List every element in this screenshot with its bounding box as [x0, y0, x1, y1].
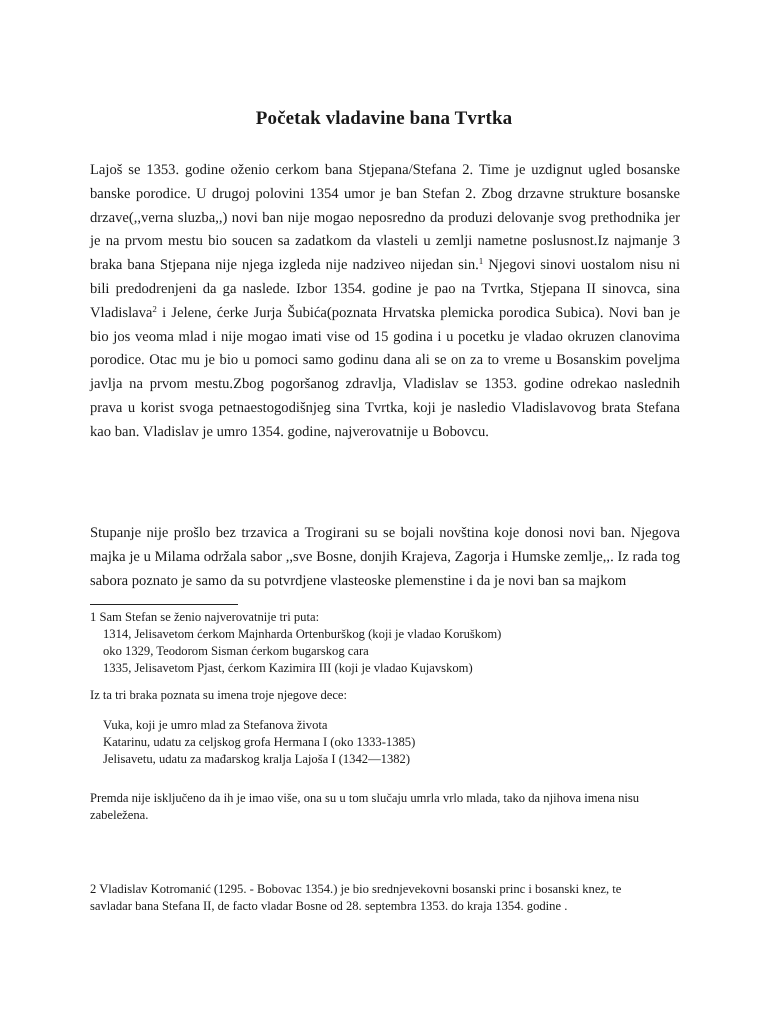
footnote-1-marriage: 1335, Jelisavetom Pjast, ćerkom Kazimira III (koji je vladao Kujavskom): [103, 661, 473, 675]
footnote-1-child: Jelisavetu, udatu za mađarskog kralja Lajoša I (1342—1382): [103, 752, 411, 766]
paragraph-1-text-b: Njegovi sinovi uostalom nisu ni bili predodrenjeni da ga naslede. Izbor 1354. godine je pao na Tvrtka, Stjepana II sinovca, sina Vladislava: [90, 257, 681, 321]
footnote-1-child: Katarinu, udatu za celjskog grofa Hermana I (oko 1333-1385): [103, 735, 416, 749]
paragraph-1-text-c: i Jelene, ćerke Jurja Šubića(poznata Hrvatska plemicka porodica Subica). Novi ban je bio jos veoma mlad i nije mogao imati vise od 15 godina i u pocetku je vladao okruzen clanovima porodice. Otac mu je bio u pomoci samo godinu dana ali se on za to vreme u Bosanskim poveljma javlja na prvom mestu.Zbog pogoršanog zdravlja, Vladislav se 1353. godine odrekao naslednih prava u korist svoga petnaestogodišnjeg sina Tvrtka, koji je nasledio Vladislavovog brata Stefana kao ban. Vladislav je umro 1354. godine, najverovatnije u Bobovcu.: [90, 304, 680, 440]
body-paragraph-2: [90, 522, 680, 593]
footnote-2: 2 Vladislav Kotromanić (1295. - Bobovac 1354.) je bio srednjevekovni bosanski princ i bosanski knez, te savladar bana Stefana II, de facto vladar Bosne od 28. septembra 1353. do kraja 1354. godine .: [90, 882, 622, 913]
paragraph-1-text-a: Lajoš se 1353. godine oženio cerkom bana Stjepana/Stefana 2. Time je uzdignut ugled bosanske banske porodice. U drugoj polovini 1354 umor je ban Stefan 2. Zbog drzavne strukture bosanske drzave(,,verna sluzba,,) novi ban nije mogao neposredno da produzi delovanje svog prethodnika jer je na prvom mestu bio soucen sa zadatkom da vlasteli u zemlji nametne poslusnost.Iz najmanje 3 braka bana Stjepana nije njega izgleda nije nadziveo nijedan sin.: [90, 162, 680, 274]
paragraph-2-text: Stupanje nije prošlo bez trzavica a Trogirani su se bojali novština koje donosi novi ban. Njegova majka je u Milama održala sabor ,,sve Bosne, donjih Krajeva, Zagorja i Humske zemlje,,. Iz rada tog sabora poznato je samo da su potvrdjene vlasteoske plemenstine i da je novi ban sa majkom: [90, 525, 680, 589]
footnote-marker-2[interactable]: 2: [152, 303, 157, 314]
footnote-marker-1[interactable]: 1: [478, 256, 484, 267]
footnote-separator: [90, 604, 238, 605]
footnote-1-marriage: 1314, Jelisavetom ćerkom Majnharda Ortenburškog (koji je vladao Koruškom): [103, 627, 502, 641]
page-title: Početak vladavine bana Tvrtka: [255, 108, 513, 129]
footnote-1-marriage: oko 1329, Teodorom Sisman ćerkom bugarskog cara: [103, 644, 369, 658]
footnote-1-closing: Premda nije isključeno da ih je imao više, ona su u tom slučaju umrla vrlo mlada, tako da njihova imena nisu zabeležena.: [90, 791, 640, 822]
body-paragraph-1: [90, 159, 680, 445]
footnote-1-children: [90, 717, 690, 768]
footnote-1-children-intro: Iz ta tri braka poznata su imena troje njegove dece:: [90, 688, 348, 702]
footnote-1: [90, 609, 690, 677]
footnote-1-child: Vuka, koji je umro mlad za Stefanova života: [103, 718, 328, 732]
footnote-1-intro: 1 Sam Stefan se ženio najverovatnije tri puta:: [90, 610, 320, 624]
